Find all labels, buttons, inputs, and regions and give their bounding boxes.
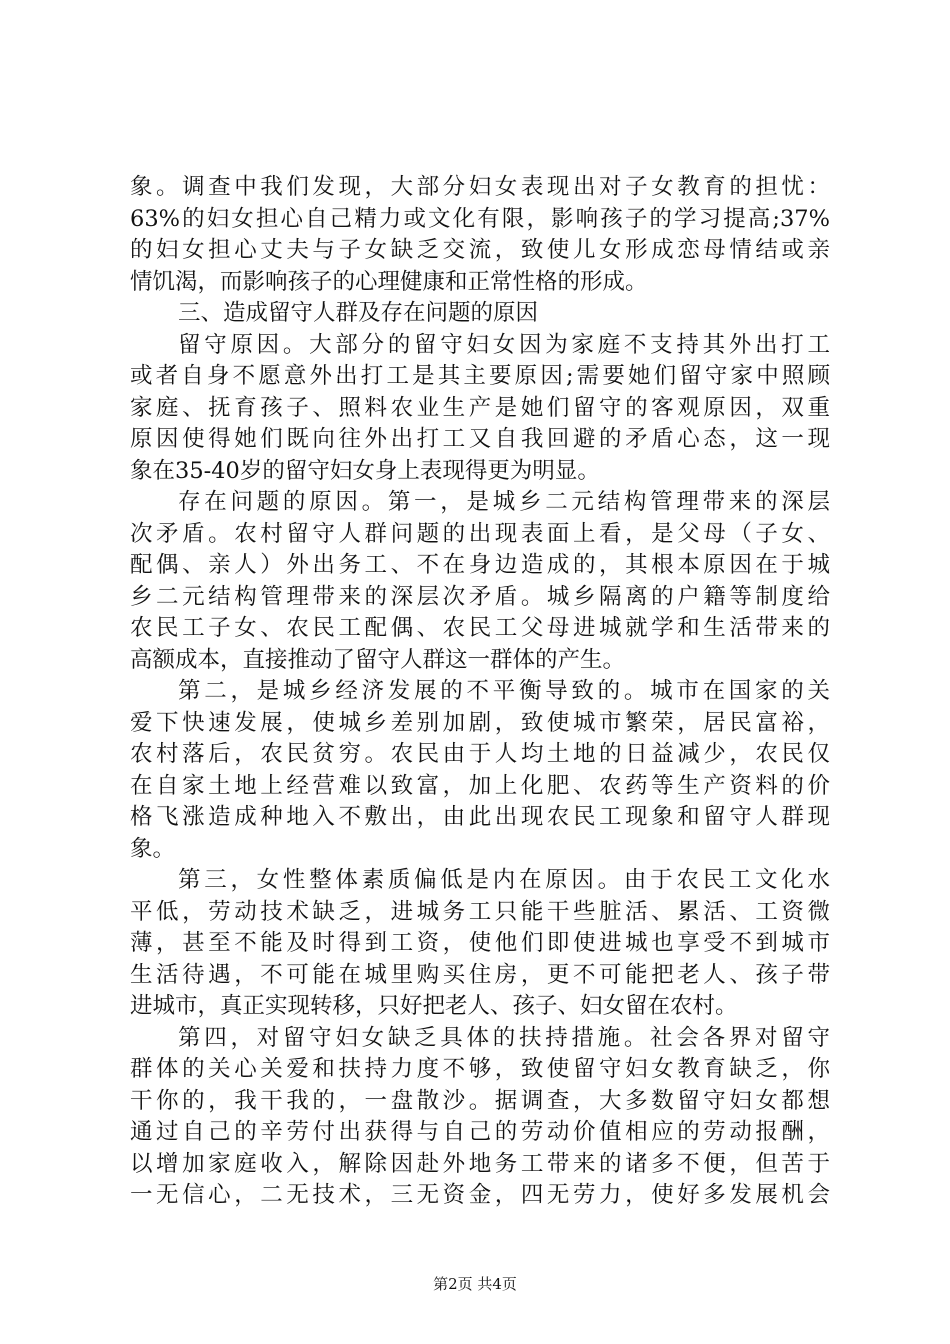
paragraph-first-line: 第四，对留守妇女缺乏具体的扶持措施。社会各界对留守	[178, 1024, 830, 1051]
paragraph-line: 家庭、抚育孩子、照料农业生产是她们留守的客观原因，双重	[130, 394, 830, 421]
paragraph-line: 配偶、亲人）外出务工、不在身边造成的，其根本原因在于城	[130, 552, 830, 578]
paragraph-line: 象在35-40岁的留守妇女身上表现得更为明显。	[130, 457, 600, 484]
paragraph-line: 在自家土地上经营难以致富，加上化肥、农药等生产资料的价	[130, 772, 830, 799]
paragraph-first-line: 存在问题的原因。第一，是城乡二元结构管理带来的深层	[178, 489, 830, 515]
paragraph-first-line: 三、造成留守人群及存在问题的原因	[178, 300, 539, 326]
paragraph-line: 乡二元结构管理带来的深层次矛盾。城乡隔离的户籍等制度给	[130, 583, 830, 610]
paragraph-line: 的妇女担心丈夫与子女缺乏交流，致使儿女形成恋母情结或亲	[130, 237, 830, 263]
paragraph-line: 平低，劳动技术缺乏，进城务工只能干些脏活、累活、工资微	[130, 898, 830, 925]
paragraph-line: 以增加家庭收入，解除因赴外地务工带来的诸多不便，但苦于	[130, 1150, 830, 1177]
paragraph-line: 情饥渴，而影响孩子的心理健康和正常性格的形成。	[130, 268, 648, 295]
paragraph-line: 或者自身不愿意外出打工是其主要原因;需要她们留守家中照顾	[130, 363, 830, 389]
paragraph-line: 63%的妇女担心自己精力或文化有限，影响孩子的学习提高;37%	[130, 205, 830, 232]
paragraph-first-line: 留守原因。大部分的留守妇女因为家庭不支持其外出打工	[178, 331, 830, 358]
paragraph-line: 通过自己的辛劳付出获得与自己的劳动价值相应的劳动报酬，	[130, 1119, 830, 1145]
paragraph-first-line: 象。调查中我们发现，大部分妇女表现出对子女教育的担忧：	[130, 174, 830, 200]
paragraph-line: 高额成本，直接推动了留守人群这一群体的产生。	[130, 646, 626, 673]
paragraph-first-line: 第三，女性整体素质偏低是内在原因。由于农民工文化水	[178, 867, 830, 893]
paragraph-line: 农村落后，农民贫穷。农民由于人均土地的日益减少，农民仅	[130, 741, 830, 767]
paragraph-line: 格飞涨造成种地入不敷出，由此出现农民工现象和留守人群现	[130, 804, 830, 830]
paragraph-first-line: 第二，是城乡经济发展的不平衡导致的。城市在国家的关	[178, 678, 830, 704]
paragraph-line: 群体的关心关爱和扶持力度不够，致使留守妇女教育缺乏，你	[130, 1056, 830, 1082]
paragraph-line: 次矛盾。农村留守人群问题的出现表面上看，是父母（子女、	[130, 520, 830, 547]
paragraph-line: 生活待遇，不可能在城里购买住房，更不可能把老人、孩子带	[130, 961, 830, 988]
paragraph-line: 薄，甚至不能及时得到工资，使他们即使进城也享受不到城市	[130, 930, 830, 956]
paragraph-line: 一无信心，二无技术，三无资金，四无劳力，使好多发展机会	[130, 1182, 830, 1208]
paragraph-line: 象。	[130, 835, 176, 862]
page-footer: 第2页 共4页	[433, 1275, 517, 1293]
document-body	[130, 172, 830, 1212]
paragraph-line: 干你的，我干我的，一盘散沙。据调查，大多数留守妇女都想	[130, 1087, 830, 1114]
paragraph-line: 进城市，真正实现转移，只好把老人、孩子、妇女留在农村。	[130, 993, 738, 1019]
paragraph-line: 原因使得她们既向往外出打工又自我回避的矛盾心态，这一现	[130, 426, 830, 452]
paragraph-line: 爱下快速发展，使城乡差别加剧，致使城市繁荣，居民富裕，	[130, 709, 830, 736]
paragraph-line: 农民工子女、农民工配偶、农民工父母进城就学和生活带来的	[130, 615, 830, 641]
